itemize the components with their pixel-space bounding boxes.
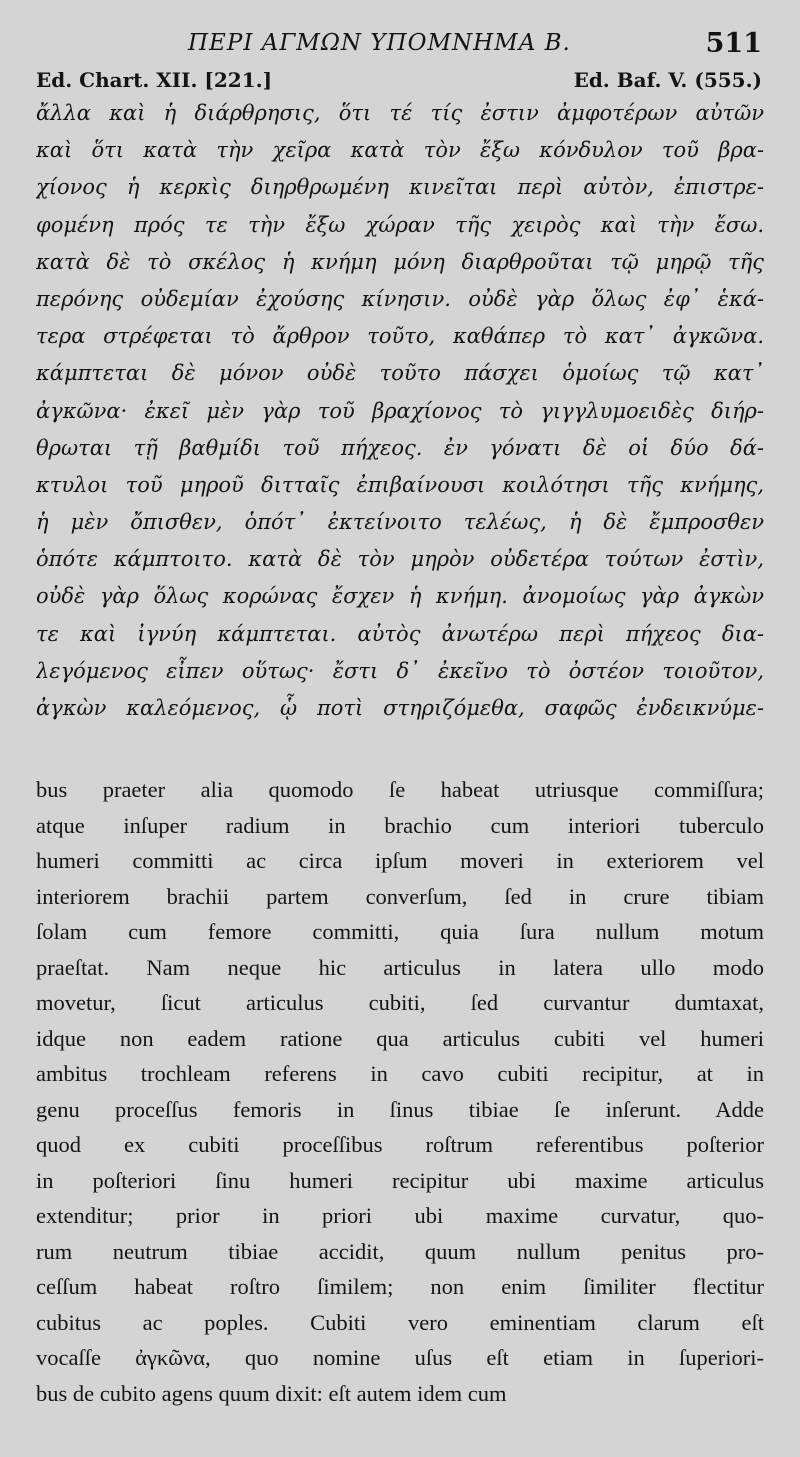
greek-text-block [36,95,764,727]
greek-line: χίονος ἡ κερκὶς διηρθρωμένη κινεῖται περὶ αὐτὸν, ἐπιστρε- [36,175,764,200]
greek-line: περόνης οὐδεμίαν ἐχούσης κίνησιν. οὐδὲ γὰρ ὅλως ἐφ᾽ ἑκά- [36,286,764,311]
latin-line: idque non eadem ratione qua articulus cubiti vel humeri [36,1025,764,1051]
greek-line: οὐδὲ γὰρ ὅλως κορώνας ἔσχεν ἡ κνήμη. ἀνομοίως γὰρ ἀγκὼν [36,584,764,609]
latin-line: genu proceſſus femoris in ſinus tibiae ſe inſerunt. Adde [36,1096,764,1122]
latin-line: ceſſum habeat roſtro ſimilem; non enim ſimiliter flectitur [36,1274,764,1299]
latin-line: humeri committi ac circa ipſum moveri in exteriorem vel [36,848,764,873]
latin-line: rum neutrum tibiae accidit, quum nullum penitus pro- [36,1238,764,1264]
greek-line: κατὰ δὲ τὸ σκέλος ἡ κνήμη μόνη διαρθροῦται τῷ μηρῷ τῆς [36,249,764,274]
latin-text-block [36,772,764,1411]
latin-line: ſolam cum femore committi, quia ſura nullum motum [36,919,764,944]
latin-line: in poſteriori ſinu humeri recipitur ubi maxime articulus [36,1167,764,1193]
latin-line: cubitus ac poples. Cubiti vero eminentiam clarum eſt [36,1309,764,1335]
latin-line: ambitus trochleam referens in cavo cubiti recipitur, at in [36,1061,764,1086]
latin-line: quod ex cubiti proceſſibus roſtrum referentibus poſterior [36,1132,764,1157]
latin-line: atque inſuper radium in brachio cum interiori tuberculo [36,812,764,838]
greek-line: τερα στρέφεται τὸ ἄρθρον τοῦτο, καθάπερ τὸ κατ᾽ ἀγκῶνα. [36,324,764,349]
latin-line: bus praeter alia quomodo ſe habeat utriusque commiſſura; [36,777,764,802]
greek-line: θρωται τῇ βαθμίδι τοῦ πήχεος. ἐν γόνατι δὲ οἱ δύο δά- [36,435,764,460]
edition-reference-line [36,68,762,98]
latin-line: movetur, ſicut articulus cubiti, ſed curvantur dumtaxat, [36,990,764,1015]
greek-line: τε καὶ ἰγνύη κάμπτεται. αὐτὸς ἀνωτέρω περὶ πήχεος δια- [36,621,764,646]
greek-line: ἀγκῶνα· ἐκεῖ μὲν γὰρ τοῦ βραχίονος τὸ γιγγλυμοειδὲς διήρ- [36,398,764,423]
greek-line: λεγόμενος εἶπεν οὕτως· ἔστι δ᾽ ἐκεῖνο τὸ ὀστέον τοιοῦτον, [36,658,764,683]
greek-line: ἡ μὲν ὄπισθεν, ὁπότ᾽ ἐκτείνοιτο τελέως, ἡ δὲ ἔμπροσθεν [36,510,764,535]
edition-chart-reference: Ed. Chart. XII. [221.] [36,68,273,92]
edition-basel-reference: Ed. Baf. V. (555.) [573,68,762,92]
greek-line: κάμπτεται δὲ μόνον οὐδὲ τοῦτο πάσχει ὁμοίως τῷ κατ᾽ [36,361,764,386]
latin-line: praeſtat. Nam neque hic articulus in latera ullo modo [36,954,764,980]
latin-line: extenditur; prior in priori ubi maxime curvatur, quo- [36,1203,764,1228]
greek-line: ἀγκὼν καλεόμενος, ᾧ ποτὶ στηριζόμεθα, σαφῶς ἐνδεικνύμε- [36,696,764,720]
greek-line: ὁπότε κάμπτοιτο. κατὰ δὲ τὸν μηρὸν οὐδετέρα τούτων ἐστὶν, [36,547,764,572]
latin-line: interiorem brachii partem converſum, ſed in crure tibiam [36,883,764,909]
latin-line: vocaſſe ἀγκῶνα, quo nomine uſus eſt etiam in ſuperiori- [36,1345,764,1370]
running-title: ΠΕΡΙ ΑΓΜΩΝ ΥΠΟΜΝΗΜΑ Β. [188,30,571,56]
greek-line: φομένη πρός τε τὴν ἔξω χώραν τῆς χειρὸς καὶ τὴν ἔσω. [36,212,764,237]
greek-line: ἄλλα καὶ ἡ διάρθρησις, ὅτι τέ τίς ἐστιν ἀμφοτέρων αὐτῶν [36,101,764,125]
latin-line: bus de cubito agens quum dixit: eſt autem idem cum [36,1380,507,1406]
greek-line: καὶ ὅτι κατὰ τὴν χεῖρα κατὰ τὸν ἔξω κόνδυλον τοῦ βρα- [36,138,764,163]
page-header [36,28,762,68]
page-number: 511 [705,28,762,59]
greek-line: κτυλοι τοῦ μηροῦ διτταῖς ἐπιβαίνουσι κοιλότησι τῆς κνήμης, [36,472,764,497]
